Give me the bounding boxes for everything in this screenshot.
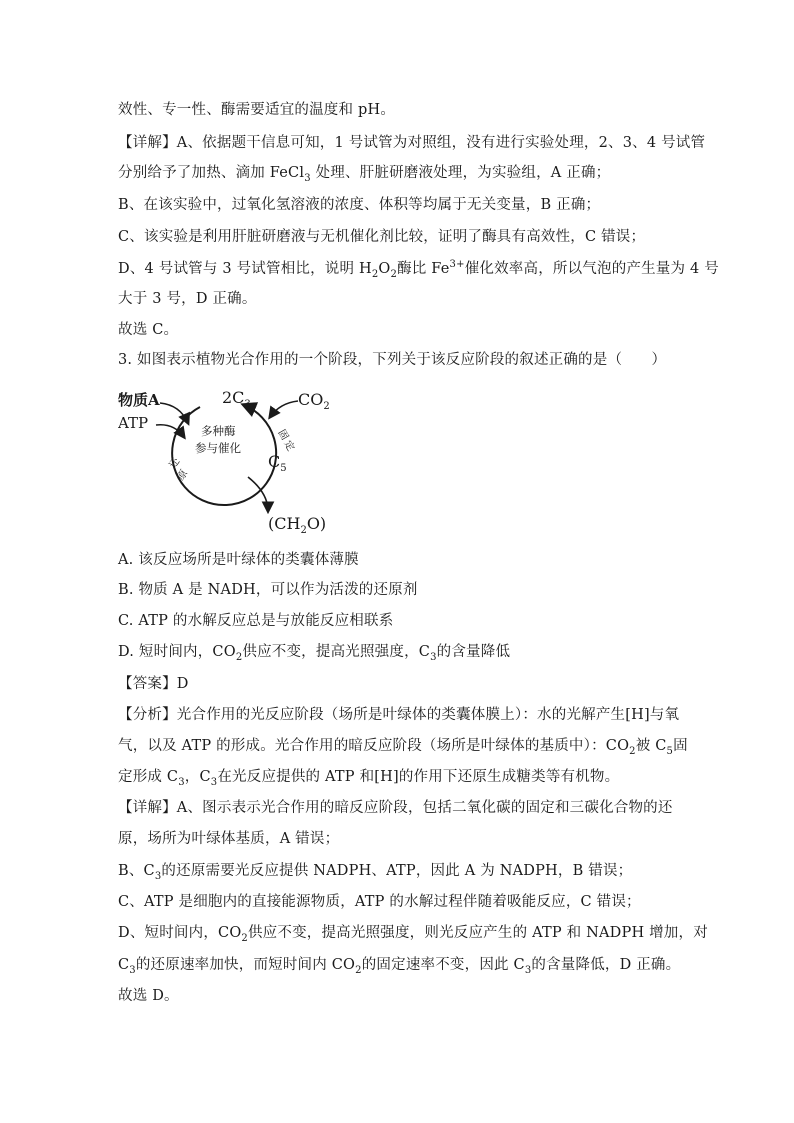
text-segment: 故选 C。 (118, 322, 179, 338)
text-line-l11 (118, 611, 393, 631)
text-line-l9 (118, 550, 359, 570)
text-line-l1 (118, 133, 705, 153)
text-segment: 酶比 Fe (397, 261, 450, 277)
text-segment: 2 (390, 268, 398, 280)
text-line-l6 (118, 289, 257, 309)
text-segment: 分别给予了加热、滴加 FeCl (118, 165, 305, 181)
co2-label: $CO_2$ (298, 390, 330, 412)
calvin-cycle-diagram (118, 383, 348, 535)
text-segment: B、在该实验中，过氧化氢溶液的浓度、体积等均属于无关变量，B 正确； (118, 197, 601, 213)
text-segment: 气，以及 ATP 的形成。光合作用的暗反应阶段（场所是叶绿体的基质中）：CO (118, 738, 630, 754)
reduction-label-1: 还 (167, 456, 183, 471)
text-segment: 【详解】A、依据题干信息可知，1 号试管为对照组，没有进行实验处理，2、3、4 号试管 (118, 135, 706, 151)
text-segment: 2 (629, 745, 636, 757)
text-segment: 3 (178, 776, 185, 788)
c5-label: $C_5$ (268, 452, 287, 474)
text-segment: 供应不变，提高光照强度，C (242, 644, 431, 660)
text-segment: 5 (666, 745, 674, 757)
text-segment: 在光反应提供的 ATP 和[H]的作用下还原生成糖类等有机物。 (217, 769, 620, 785)
text-line-l0 (118, 100, 395, 120)
text-segment: C. ATP 的水解反应总是与放能反应相联系 (118, 613, 394, 629)
text-segment: 大于 3 号，D 正确。 (118, 291, 257, 307)
text-segment: 3 (524, 964, 532, 976)
text-segment: 被 C (635, 738, 667, 754)
text-segment: 的含量降低 (436, 644, 511, 660)
text-line-l8 (118, 350, 666, 370)
text-segment: D、4 号试管与 3 号试管相比，说明 H (118, 261, 372, 277)
fixation-label-1: 固 (275, 428, 290, 443)
c3-label: $2C_3$ (222, 388, 251, 410)
text-segment: 3+ (449, 259, 465, 271)
text-segment: 2 (371, 268, 379, 280)
text-line-l19 (118, 861, 632, 881)
text-line-l13 (118, 674, 189, 694)
center-text-1: 多种酶 (201, 424, 236, 438)
text-line-l4 (118, 227, 645, 247)
co2-arrow (270, 401, 298, 417)
text-segment: 3 (210, 776, 218, 788)
reduction-label-2: 原 (175, 468, 191, 483)
text-line-l5 (118, 259, 719, 279)
text-line-l12 (118, 642, 510, 662)
text-segment: 供应不变，提高光照强度，则光反应产生的 ATP 和 NADPH 增加，对 (247, 925, 708, 941)
text-segment: 3 (430, 651, 437, 663)
text-segment: D. 短时间内，CO (118, 644, 236, 660)
text-segment: 3 (154, 870, 162, 882)
text-line-l3 (118, 195, 600, 215)
text-line-l21 (118, 923, 708, 943)
text-segment: 的还原速率加快，而短时间内 CO (135, 957, 356, 973)
text-segment: 2 (241, 932, 248, 944)
text-segment: 2 (235, 651, 243, 663)
text-line-l10 (118, 580, 418, 600)
center-text-2: 参与催化 (195, 441, 241, 455)
text-segment: 【详解】A、图示表示光合作用的暗反应阶段，包括二氧化碳的固定和三碳化合物的还 (118, 800, 673, 816)
text-segment: 原，场所为叶绿体基质，A 错误； (118, 831, 340, 847)
text-line-l7 (118, 320, 178, 340)
text-segment: 3 (129, 964, 136, 976)
text-line-l14 (118, 705, 679, 725)
text-line-l15 (118, 736, 688, 756)
text-segment: 效性、专一性、酶需要适宜的温度和 pH。 (118, 102, 396, 118)
text-segment: O (378, 261, 391, 277)
substance-a-label: 物质A (118, 391, 160, 409)
ch2o-label: $(CH_2O)$ (268, 514, 327, 535)
text-segment: 的还原需要光反应提供 NADPH、ATP，因此 A 为 NADPH，B 错误； (161, 863, 633, 879)
text-line-l16 (118, 767, 619, 787)
text-segment: 3 (304, 172, 311, 184)
text-line-l2 (118, 163, 610, 183)
fixation-label-2: 定 (281, 439, 296, 454)
text-segment: D、短时间内，CO (118, 925, 242, 941)
text-segment: 固 (673, 738, 688, 754)
text-segment: 处理、肝脏研磨液处理，为实验组，A 正确； (310, 165, 611, 181)
text-segment: C (118, 957, 130, 973)
text-segment: 催化效率高，所以气泡的产生量为 4 号 (464, 261, 719, 277)
text-segment: 【分析】光合作用的光反应阶段（场所是叶绿体的类囊体膜上）：水的光解产生[H]与氧 (118, 707, 680, 723)
text-line-l18 (118, 829, 339, 849)
text-segment: C、ATP 是细胞内的直接能源物质，ATP 的水解过程伴随着吸能反应，C 错误； (118, 894, 641, 910)
text-segment: 故选 D。 (118, 988, 179, 1004)
text-line-l22 (118, 955, 680, 975)
text-segment: B. 物质 A 是 NADH，可以作为活泼的还原剂 (118, 582, 418, 598)
text-segment: 2 (355, 964, 362, 976)
text-line-l20 (118, 892, 641, 912)
text-segment: C、该实验是利用肝脏研磨液与无机催化剂比较，证明了酶具有高效性，C 错误； (118, 229, 646, 245)
output-arrow (248, 477, 268, 511)
text-segment: 的固定速率不变，因此 C (361, 957, 525, 973)
text-segment: B、C (118, 863, 155, 879)
text-segment: 的含量降低，D 正确。 (531, 957, 681, 973)
text-segment: 3. 如图表示植物光合作用的一个阶段，下列关于该反应阶段的叙述正确的是（ ） (118, 352, 667, 368)
text-line-l17 (118, 798, 673, 818)
text-segment: 【答案】D (118, 676, 189, 692)
text-segment: A. 该反应场所是叶绿体的类囊体薄膜 (118, 552, 359, 568)
text-segment: ，C (184, 769, 211, 785)
text-line-l23 (118, 986, 179, 1006)
text-segment: 定形成 C (118, 769, 179, 785)
atp-label: ATP (118, 414, 149, 432)
